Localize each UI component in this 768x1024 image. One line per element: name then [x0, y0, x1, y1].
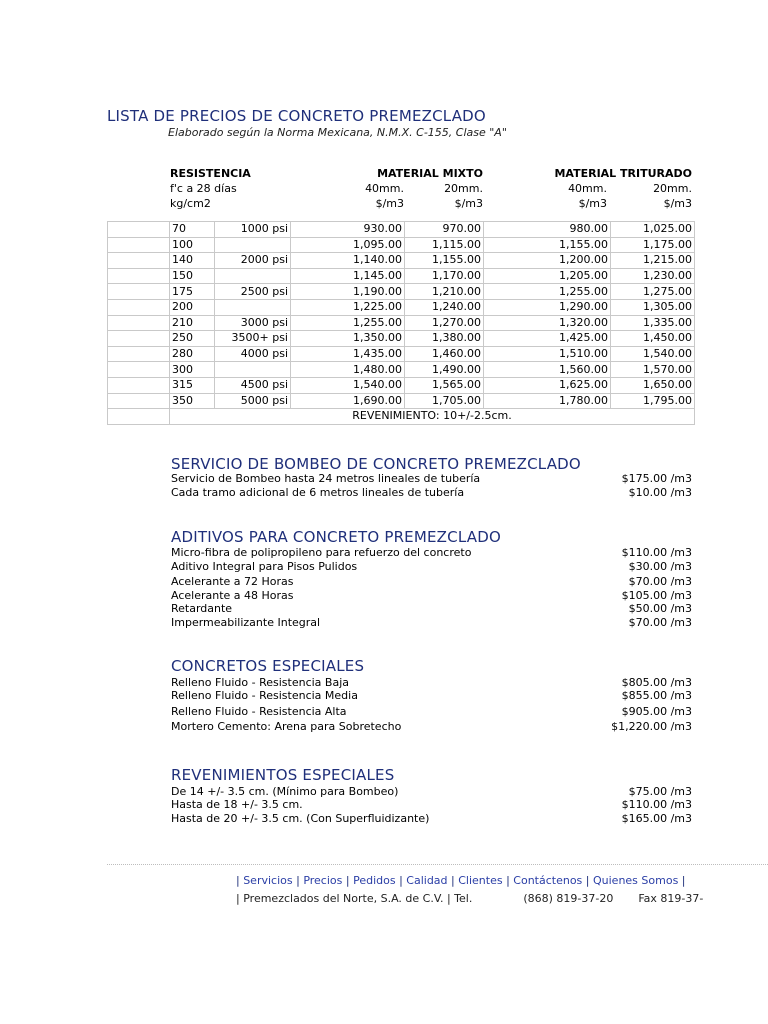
- row-spacer-cell: [108, 284, 170, 300]
- row-spacer-cell: [108, 409, 170, 425]
- cell-t40: 1,625.00: [484, 377, 611, 393]
- aditivos-item: [171, 602, 692, 616]
- footer-separator: |: [447, 874, 459, 887]
- table-row: [108, 331, 695, 347]
- row-spacer-cell: [108, 346, 170, 362]
- footer-link-pedidos[interactable]: Pedidos: [353, 874, 396, 887]
- cell-m40: 1,480.00: [291, 362, 405, 378]
- cell-m40: 1,145.00: [291, 268, 405, 284]
- especiales-item: [171, 720, 692, 734]
- cell-kg: 175: [170, 284, 215, 300]
- cell-kg: 300: [170, 362, 215, 378]
- footer-nav: [236, 874, 686, 887]
- footer-separator: |: [395, 874, 407, 887]
- aditivos-item-label: Acelerante a 48 Horas: [171, 589, 294, 602]
- footer-link-clientes[interactable]: Clientes: [458, 874, 503, 887]
- cell-m40: 930.00: [291, 222, 405, 238]
- row-spacer-cell: [108, 331, 170, 347]
- footer-separator: |: [236, 874, 244, 887]
- aditivos-item: [171, 616, 692, 630]
- table-row-revenimiento: [108, 409, 695, 425]
- aditivos-item-price: $70.00 /m3: [628, 575, 692, 588]
- footer-fax: Fax 819-37-: [638, 892, 704, 905]
- aditivos-item-price: $30.00 /m3: [628, 560, 692, 573]
- cell-m40: 1,140.00: [291, 253, 405, 269]
- aditivos-item-label: Aditivo Integral para Pisos Pulidos: [171, 560, 358, 573]
- cell-t40: 980.00: [484, 222, 611, 238]
- aditivos-item: [171, 575, 692, 589]
- cell-psi: [215, 237, 291, 253]
- cell-m20: 970.00: [405, 222, 484, 238]
- especiales-item-price: $905.00 /m3: [621, 705, 692, 718]
- header-triturado-20mm: 20mm.: [653, 182, 692, 195]
- cell-m20: 1,490.00: [405, 362, 484, 378]
- footer-link-precios[interactable]: Precios: [303, 874, 343, 887]
- table-row: [108, 362, 695, 378]
- aditivos-item-price: $50.00 /m3: [628, 602, 692, 615]
- cell-t40: 1,200.00: [484, 253, 611, 269]
- revenimientos-item-price: $165.00 /m3: [621, 812, 692, 825]
- footer-divider: [107, 864, 768, 865]
- cell-m20: 1,380.00: [405, 331, 484, 347]
- bombeo-item-label: Cada tramo adicional de 6 metros lineales de tubería: [171, 486, 465, 499]
- row-spacer-cell: [108, 377, 170, 393]
- page-title: LISTA DE PRECIOS DE CONCRETO PREMEZCLADO: [107, 107, 486, 125]
- section-title-bombeo: SERVICIO DE BOMBEO DE CONCRETO PREMEZCLADO: [171, 455, 581, 473]
- footer-company: Premezclados del Norte, S.A. de C.V.: [243, 892, 444, 905]
- bombeo-item-price: $175.00 /m3: [621, 472, 692, 485]
- cell-kg: 200: [170, 299, 215, 315]
- revenimientos-item-label: Hasta de 18 +/- 3.5 cm.: [171, 798, 303, 811]
- footer-link-calidad[interactable]: Calidad: [406, 874, 448, 887]
- especiales-item-label: Mortero Cemento: Arena para Sobretecho: [171, 720, 402, 733]
- header-triturado-40mm-unit: $/m3: [578, 197, 607, 210]
- cell-m40: 1,255.00: [291, 315, 405, 331]
- table-row: [108, 377, 695, 393]
- cell-t20: 1,570.00: [611, 362, 695, 378]
- table-row: [108, 346, 695, 362]
- cell-psi: 2500 psi: [215, 284, 291, 300]
- especiales-item-price: $805.00 /m3: [621, 676, 692, 689]
- cell-psi: [215, 299, 291, 315]
- cell-kg: 70: [170, 222, 215, 238]
- bombeo-item: [171, 486, 692, 500]
- cell-m20: 1,705.00: [405, 393, 484, 409]
- aditivos-item-label: Micro-fibra de polipropileno para refuerzo del concreto: [171, 546, 472, 559]
- table-row: [108, 284, 695, 300]
- revenimientos-item-label: Hasta de 20 +/- 3.5 cm. (Con Superfluidizante): [171, 812, 430, 825]
- cell-t40: 1,510.00: [484, 346, 611, 362]
- revenimientos-item-price: $75.00 /m3: [628, 785, 692, 798]
- footer-tel: (868) 819-37-20: [523, 892, 614, 905]
- especiales-item: [171, 676, 692, 690]
- cell-m40: 1,435.00: [291, 346, 405, 362]
- footer-separator: |: [292, 874, 304, 887]
- header-triturado-20mm-unit: $/m3: [663, 197, 692, 210]
- page-subtitle: Elaborado según la Norma Mexicana, N.M.X. C-155, Clase "A": [168, 126, 507, 139]
- cell-t20: 1,025.00: [611, 222, 695, 238]
- cell-t20: 1,540.00: [611, 346, 695, 362]
- especiales-item: [171, 689, 692, 703]
- cell-psi: 3500+ psi: [215, 331, 291, 347]
- cell-psi: [215, 362, 291, 378]
- header-unit-kg: kg/cm2: [170, 197, 211, 210]
- header-material-mixto: MATERIAL MIXTO: [377, 167, 483, 180]
- row-spacer-cell: [108, 222, 170, 238]
- table-row: [108, 393, 695, 409]
- row-spacer-cell: [108, 237, 170, 253]
- header-material-triturado: MATERIAL TRITURADO: [554, 167, 692, 180]
- cell-t20: 1,795.00: [611, 393, 695, 409]
- aditivos-item-price: $105.00 /m3: [621, 589, 692, 602]
- especiales-item-label: Relleno Fluido - Resistencia Alta: [171, 705, 347, 718]
- cell-t40: 1,255.00: [484, 284, 611, 300]
- header-fc: f'c a 28 días: [170, 182, 237, 195]
- revenimientos-item: [171, 785, 692, 799]
- cell-kg: 250: [170, 331, 215, 347]
- table-row: [108, 253, 695, 269]
- footer-info: | Premezclados del Norte, S.A. de C.V. | Tel. (868) 819-37-20 Fax 819-37-: [236, 892, 704, 905]
- footer-separator: |: [502, 874, 514, 887]
- revenimientos-item-label: De 14 +/- 3.5 cm. (Mínimo para Bombeo): [171, 785, 399, 798]
- cell-kg: 150: [170, 268, 215, 284]
- footer-link-quienes-somos[interactable]: Quienes Somos: [592, 874, 679, 887]
- cell-m40: 1,350.00: [291, 331, 405, 347]
- cell-t40: 1,425.00: [484, 331, 611, 347]
- revenimientos-item: [171, 812, 692, 826]
- cell-t20: 1,275.00: [611, 284, 695, 300]
- cell-m40: 1,095.00: [291, 237, 405, 253]
- especiales-item-price: $1,220.00 /m3: [611, 720, 692, 733]
- cell-m20: 1,460.00: [405, 346, 484, 362]
- revenimientos-item-price: $110.00 /m3: [621, 798, 692, 811]
- header-mixto-40mm: 40mm.: [365, 182, 404, 195]
- cell-t40: 1,780.00: [484, 393, 611, 409]
- cell-m20: 1,270.00: [405, 315, 484, 331]
- cell-kg: 350: [170, 393, 215, 409]
- footer-tel-label: Tel.: [454, 892, 473, 905]
- aditivos-item-label: Acelerante a 72 Horas: [171, 575, 294, 588]
- table-row: [108, 222, 695, 238]
- table-row: [108, 315, 695, 331]
- cell-kg: 100: [170, 237, 215, 253]
- cell-t40: 1,205.00: [484, 268, 611, 284]
- section-title-aditivos: ADITIVOS PARA CONCRETO PREMEZCLADO: [171, 528, 501, 546]
- footer-separator: |: [582, 874, 593, 887]
- cell-psi: 2000 psi: [215, 253, 291, 269]
- cell-psi: 1000 psi: [215, 222, 291, 238]
- cell-m20: 1,240.00: [405, 299, 484, 315]
- cell-m20: 1,170.00: [405, 268, 484, 284]
- cell-m40: 1,690.00: [291, 393, 405, 409]
- footer-link-servicios[interactable]: Servicios: [243, 874, 293, 887]
- revenimiento-note: REVENIMIENTO: 10+/-2.5cm.: [170, 409, 695, 425]
- bombeo-item: [171, 472, 692, 486]
- cell-psi: 5000 psi: [215, 393, 291, 409]
- cell-m20: 1,155.00: [405, 253, 484, 269]
- cell-m20: 1,115.00: [405, 237, 484, 253]
- especiales-item-label: Relleno Fluido - Resistencia Media: [171, 689, 358, 702]
- footer-separator: |: [678, 874, 686, 887]
- price-table: [107, 221, 695, 425]
- footer-separator: |: [342, 874, 354, 887]
- cell-t40: 1,290.00: [484, 299, 611, 315]
- cell-t40: 1,320.00: [484, 315, 611, 331]
- aditivos-item: [171, 546, 692, 560]
- row-spacer-cell: [108, 268, 170, 284]
- cell-t20: 1,450.00: [611, 331, 695, 347]
- cell-t40: 1,560.00: [484, 362, 611, 378]
- revenimientos-item: [171, 798, 692, 812]
- aditivos-item-price: $110.00 /m3: [621, 546, 692, 559]
- cell-m20: 1,210.00: [405, 284, 484, 300]
- row-spacer-cell: [108, 362, 170, 378]
- row-spacer-cell: [108, 299, 170, 315]
- section-title-revenimientos: REVENIMIENTOS ESPECIALES: [171, 766, 395, 784]
- cell-psi: [215, 268, 291, 284]
- cell-t20: 1,650.00: [611, 377, 695, 393]
- aditivos-item-label: Retardante: [171, 602, 233, 615]
- table-row: [108, 237, 695, 253]
- cell-m40: 1,540.00: [291, 377, 405, 393]
- especiales-item: [171, 705, 692, 719]
- cell-t20: 1,175.00: [611, 237, 695, 253]
- bombeo-item-price: $10.00 /m3: [628, 486, 692, 499]
- cell-m40: 1,225.00: [291, 299, 405, 315]
- table-row: [108, 268, 695, 284]
- row-spacer-cell: [108, 253, 170, 269]
- cell-t20: 1,215.00: [611, 253, 695, 269]
- header-mixto-40mm-unit: $/m3: [375, 197, 404, 210]
- header-mixto-20mm: 20mm.: [444, 182, 483, 195]
- cell-t20: 1,335.00: [611, 315, 695, 331]
- cell-kg: 140: [170, 253, 215, 269]
- header-mixto-20mm-unit: $/m3: [454, 197, 483, 210]
- cell-m20: 1,565.00: [405, 377, 484, 393]
- cell-t40: 1,155.00: [484, 237, 611, 253]
- row-spacer-cell: [108, 315, 170, 331]
- header-resistencia: RESISTENCIA: [170, 167, 251, 180]
- cell-kg: 315: [170, 377, 215, 393]
- header-triturado-40mm: 40mm.: [568, 182, 607, 195]
- cell-psi: 4000 psi: [215, 346, 291, 362]
- cell-t20: 1,305.00: [611, 299, 695, 315]
- cell-m40: 1,190.00: [291, 284, 405, 300]
- cell-kg: 210: [170, 315, 215, 331]
- cell-kg: 280: [170, 346, 215, 362]
- bombeo-item-label: Servicio de Bombeo hasta 24 metros lineales de tubería: [171, 472, 481, 485]
- table-row: [108, 299, 695, 315]
- cell-t20: 1,230.00: [611, 268, 695, 284]
- aditivos-item: [171, 589, 692, 603]
- cell-psi: 3000 psi: [215, 315, 291, 331]
- footer-link-cont-ctenos[interactable]: Contáctenos: [513, 874, 583, 887]
- cell-psi: 4500 psi: [215, 377, 291, 393]
- aditivos-item-price: $70.00 /m3: [628, 616, 692, 629]
- aditivos-item-label: Impermeabilizante Integral: [171, 616, 321, 629]
- row-spacer-cell: [108, 393, 170, 409]
- especiales-item-price: $855.00 /m3: [621, 689, 692, 702]
- especiales-item-label: Relleno Fluido - Resistencia Baja: [171, 676, 349, 689]
- aditivos-item: [171, 560, 692, 574]
- section-title-especiales: CONCRETOS ESPECIALES: [171, 657, 365, 675]
